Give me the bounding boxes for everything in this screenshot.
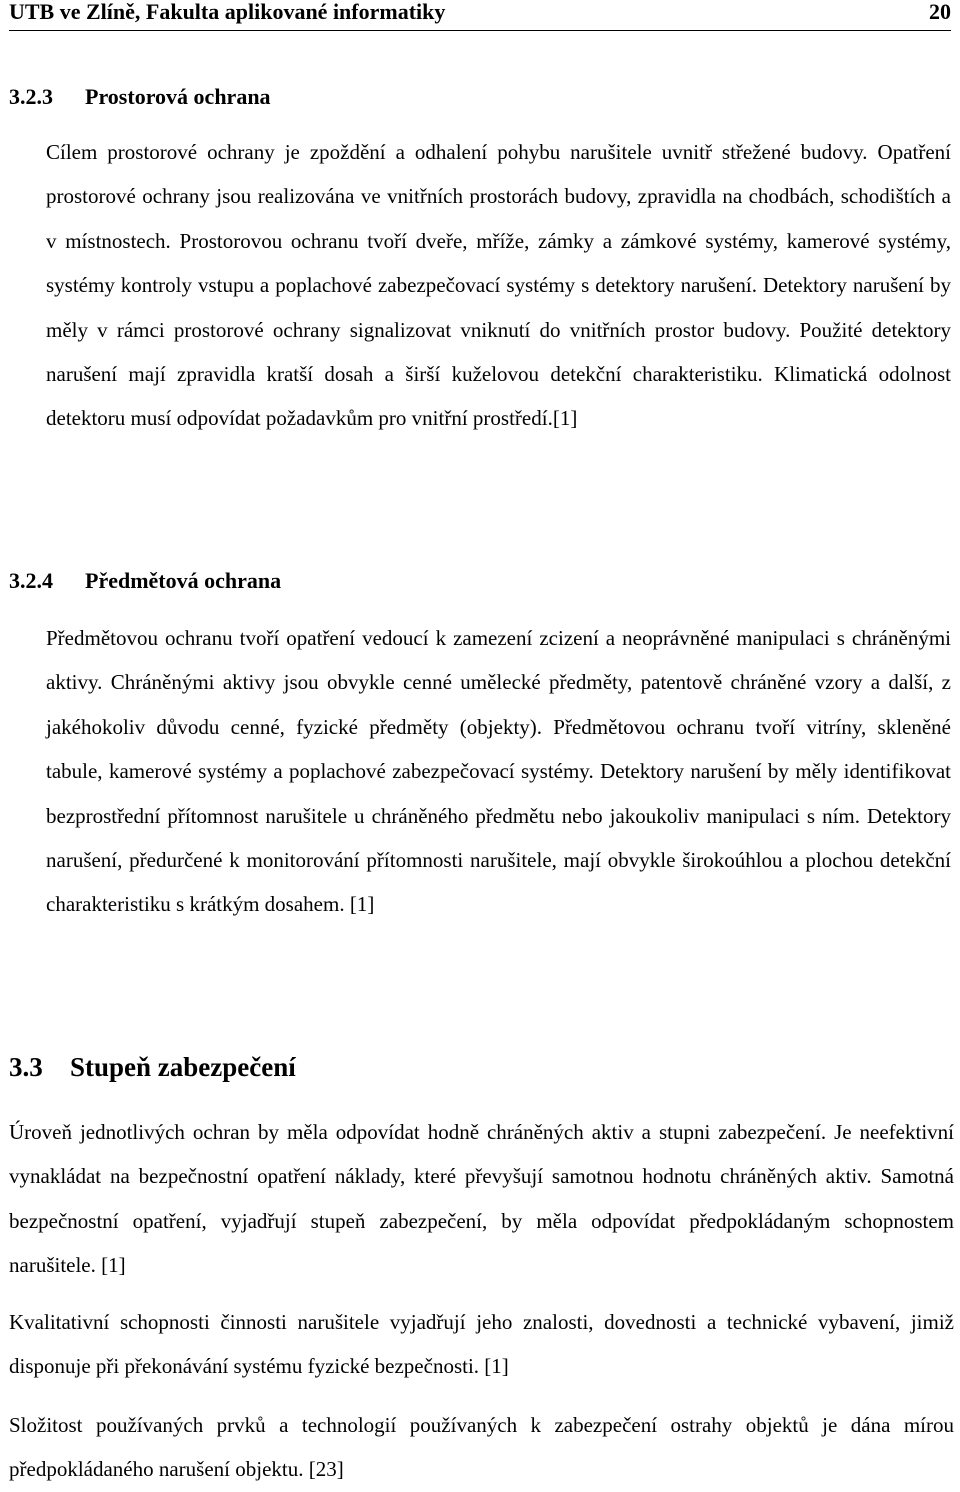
paragraph-stupen-3: Složitost používaných prvků a technologií používaných k zabezpečení ostrahy objektů je dána mírou předpokládaného narušení objektu. [23] bbox=[9, 1413, 954, 1482]
page-number: 20 bbox=[929, 0, 951, 24]
section-number: 3.2.4 bbox=[9, 568, 53, 593]
section-title: Předmětová ochrana bbox=[85, 568, 282, 593]
paragraph-prostorova-ochrana: Cílem prostorové ochrany je zpoždění a odhalení pohybu narušitele uvnitř střežené budovy. Opatření prostorové ochrany jsou realizována ve vnitřních prostorách budovy, zpravidla na chodbách, schodištích a v místnostech. Prostorovou ochranu tvoří dveře, mříže, zámky a zámkové systémy, kamerové systémy, systémy kontroly vstupu a poplachové zabezpečovací systémy s detektory narušení. Detektory narušení by měly v rámci prostorové ochrany signalizovat vniknutí do vnitřních prostor budovy. Použité detektory narušení mají zpravidla kratší dosah a širší kuželovou detekční charakteristiku. Klimatická odolnost detektoru musí odpovídat požadavkům pro vnitřní prostředí.[1] bbox=[46, 140, 951, 431]
section-heading-3-3 bbox=[9, 1050, 296, 1084]
paragraph-predmetova-ochrana: Předmětovou ochranu tvoří opatření vedoucí k zamezení zcizení a neoprávněné manipulaci s chráněnými aktivy. Chráněnými aktivy jsou obvykle cenné umělecké předměty, patentově chráněné vzory a další, z jakéhokoliv důvodu cenné, fyzické předměty (objekty). Předmětovou ochranu tvoří vitríny, skleněné tabule, kamerové systémy a poplachové zabezpečovací systémy. Detektory narušení by měly identifikovat bezprostřední přítomnost narušitele u chráněného předmětu nebo jakoukoliv manipulaci s ním. Detektory narušení, předurčené k monitorování přítomnosti narušitele, mají obvykle širokoúhlou a plochou detekční charakteristiku s krátkým dosahem. [1] bbox=[46, 626, 951, 917]
section-heading-3-2-3 bbox=[9, 84, 271, 110]
header-institution: UTB ve Zlíně, Fakulta aplikované informatiky bbox=[9, 0, 446, 24]
paragraph-stupen-1: Úroveň jednotlivých ochran by měla odpovídat hodně chráněných aktiv a stupni zabezpečení. Je neefektivní vynakládat na bezpečnostní opatření náklady, které převyšují samotnou hodnotu chráněných aktiv. Samotná bezpečnostní opatření, vyjadřují stupeň zabezpečení, by měla odpovídat předpokládaným schopnostem narušitele. [1] bbox=[9, 1120, 954, 1278]
section-heading-3-2-4 bbox=[9, 568, 281, 594]
section-number: 3.3 bbox=[9, 1052, 43, 1082]
section-number: 3.2.3 bbox=[9, 84, 53, 109]
section-title: Prostorová ochrana bbox=[85, 84, 271, 109]
paragraph-stupen-2: Kvalitativní schopnosti činnosti narušitele vyjadřují jeho znalosti, dovednosti a technické vybavení, jimiž disponuje při překonávání systému fyzické bezpečnosti. [1] bbox=[9, 1310, 954, 1379]
section-title: Stupeň zabezpečení bbox=[70, 1052, 296, 1082]
running-header bbox=[9, 0, 951, 31]
